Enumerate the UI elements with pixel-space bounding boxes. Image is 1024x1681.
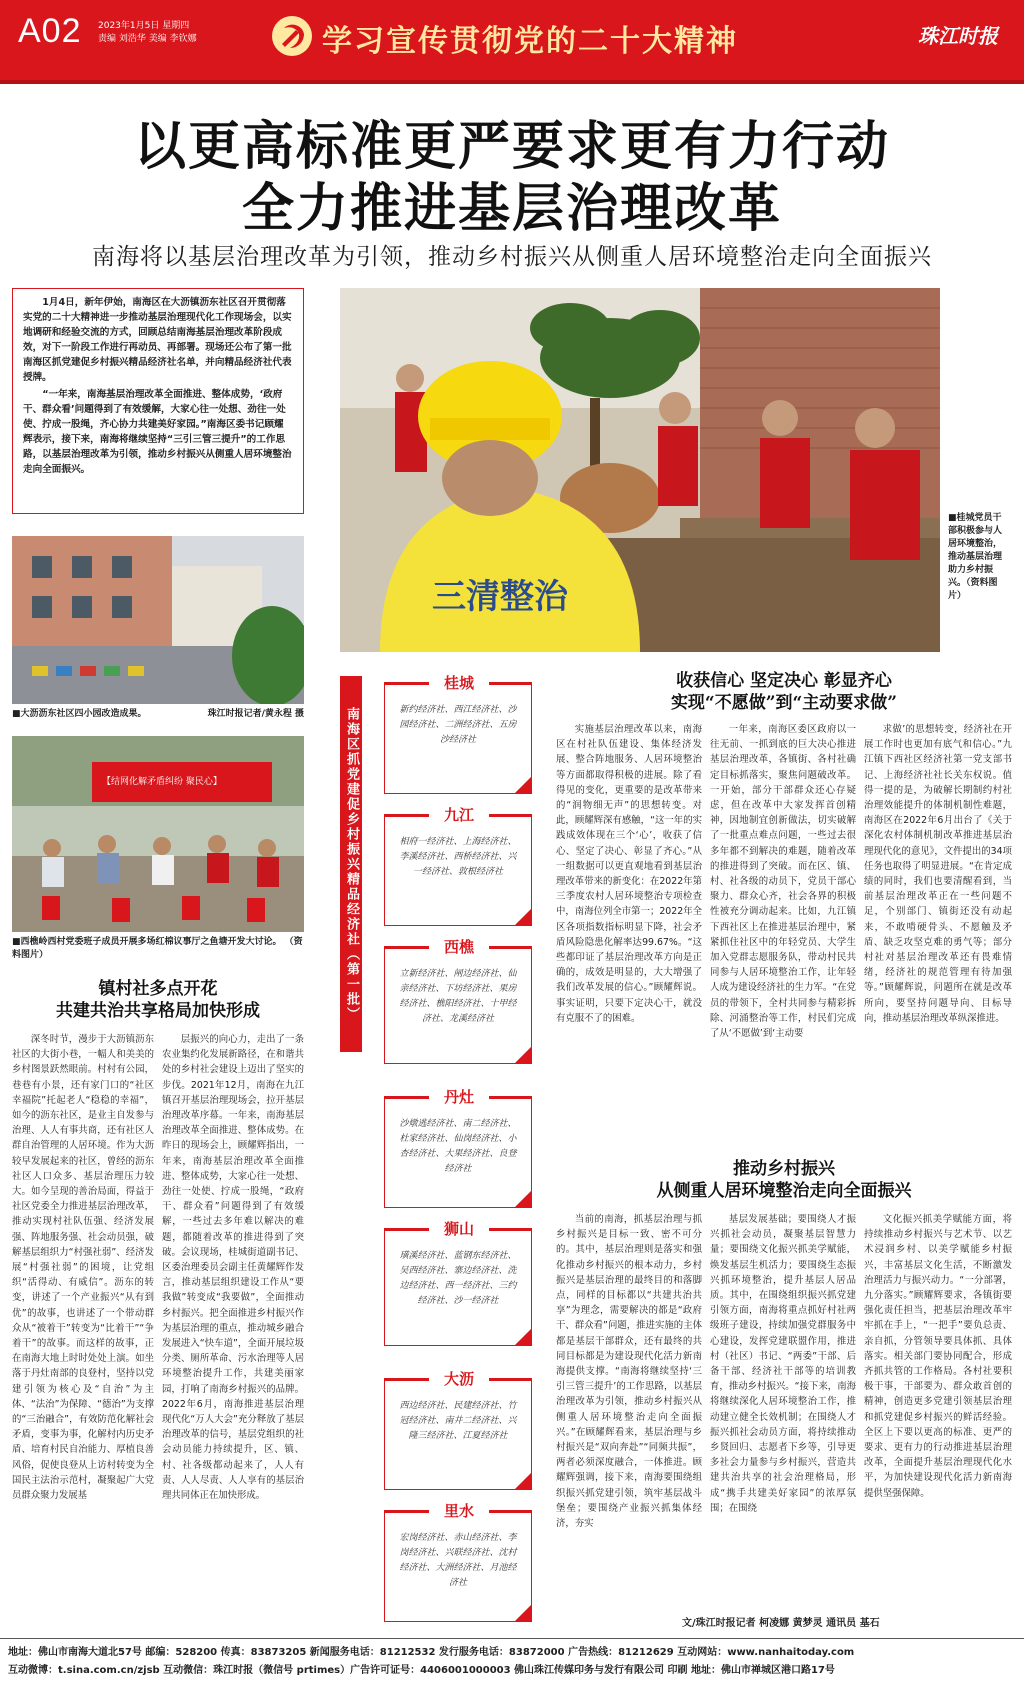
left-text-column-1 [12,1032,154,1608]
middle-section-heading-line-1: 收获信心 坚定决心 彰显齐心 [676,671,892,691]
editors: 责编 刘浩华 美编 李钦娜 [98,34,197,44]
middle-text-1: 实施基层治理改革以来，南海区在村社队伍建设、集体经济发展、整合阵地服务、人居环境整治等方面都取得积极的进展。除了看得见的变化，更重要的是改革带来的“润物细无声”的思想转变。对此，顾耀辉深有感触，“这一年的实践成效体现在三个‘心’，收获了信心、坚定了决心、彰显了齐心。”从一组数据可以更直观地看到基层治理改革带来的新变化：在2022年第三季度农村人居环境整治专项检查中，南海位列全市第一；2022年全区各项指数指标明显下降，社会矛盾风险隐患化解率达99.67%。“这些都印证了基层治理改革方向是正确的，成效是明显的，大大增强了我们改革发展的信心。”顾耀辉说。事实证明，只要下定决心干，就没有克服不了的困难。 [556,724,702,1024]
left-section-heading [12,978,304,1022]
lower-text-1: 当前的南海，抓基层治理与抓乡村振兴是目标一致、密不可分的。其中，基层治理则是落实和强化推动乡村振兴的根本动力，乡村振兴是基层治理的最终目的和落脚点，同样的目标都以“共建共治共享”为理念，需要解决的都是“政府干、群众看”问题，推进实施的主体都是基层干部群众，还有最终的共同目标都是为建设现代化活力新南海提供支撑。“南海将继续坚持‘三引三管三提升’的工作思路，以基层治理改革为引领，推动乡村振兴从侧重人居环境整治走向全面振兴。”在顾耀辉看来，基层治理与乡村振兴是“双向奔赴”“同频共振”，两者必须深度融合，一体推进。顾耀辉强调，接下来，南海要围绕组织振兴抓党建引领，筑牢基层战斗堡垒；要围绕产业振兴抓集体经济，夯实 [556,1214,702,1530]
meeting-photo-caption [12,936,304,962]
party-emblem-icon [270,14,314,58]
district-name: 九江 [429,803,489,827]
middle-text-2: 一年来，南海区委区政府以一往无前、一抓到底的巨大决心推进基层治理改革，各镇街、各村社确定目标抓落实，聚焦问题破改革。一开始，部分干部群众还心存疑虑，但在改革中大家发挥首创精神，因地制宜创新做法，切实破解了一批重点难点问题，一些过去很多年都不到解决的难题，随着改革的推进得到了突破。而在区、镇、村、社各级的动员下，党员干部心聚力、群众心齐，社会各界的积极性被充分调动起来。比如，九江镇下西社区上在推进基层治理中，紧紧抓住社区中的年轻党员、大学生加入党群志愿服务队，带动村民共同参与人居环境整治工作，让年轻人成为建设经济社的生力军。“在党员的带领下，全村共同参与精彩拆除、河涌整治等工作，村民们完成了从‘不愿做’到‘主动要 [710,724,856,1040]
main-photo [340,288,940,652]
lower-text-3: 文化振兴抓美学赋能方面，将持续推动乡村振兴与艺术节、以艺术浸润乡村、以美学赋能乡村振兴，丰富基层文化生活，不断激发治理活力与振兴动力。“一分部署，九分落实。”顾耀辉要求，各镇街要强化责任担当，把基层治理改革牢牢抓在手上，“一把手”要负总责、亲自抓，分管领导要具体抓、具体落实。相关部门要协同配合，形成齐抓共管的工作格局。各村社要积极干事，干部要为、群众敢首创的精神，创造更多党建引领基层治理和抓党建促乡村振兴的鲜活经验。全区上下要以更高的标准、更严的要求、更有力的行动推进基层治理改革，全面提升基层治理现代化水平，为加快建设现代化活力新南海提供坚强保障。 [864,1214,1012,1499]
footer-divider [0,1638,1024,1639]
middle-text-3: 求做’的思想转变，经济社在开展工作时也更加有底气和信心。”九江镇下西社区经济社第一党支部书记、上海经济社社长关东权说。值得一提的是，为破解长期制约村社治理效能提升的体制机制性难题，南海区在2022年6月出台了《关于深化农村体制机制改革推进基层治理现代化的意见》，文件提出的34项任务也取得了明显进展。“在肯定成绩的同时，我们也要清醒看到，当前基层治理改革正在一些问题不足，个别部门、镇街还没有动起来，不敢啃硬骨头、不愿触及矛盾、缺乏攻坚克难的勇气等；部分村社对基层治理改革还有畏难情绪，经济社的规范管理有待加强等。”顾耀辉说，问题所在就是改革所向，要坚持问题导向、目标导向，推动基层治理改革纵深推进。 [864,724,1012,1024]
middle-section-heading [556,670,1012,714]
park-photo-caption: ■大沥沥东社区四小园改造成果。 [12,709,147,719]
district-card-xiqiao [384,938,532,1064]
headline-line-1: 以更高标准更严要求更有力行动 [133,116,890,177]
district-name: 里水 [429,1499,489,1523]
lead-paragraph-1: 1月4日，新年伊始，南海区在大沥镇沥东社区召开贯彻落实党的二十大精神进一步推动基层治理现代化工作现场会，以实地调研和经验交流的方式，回顾总结南海基层治理改革阶段成效，对下一阶段工作进行再动员、再部署。现场还公布了第一批南海区抓党建促乡村振兴精品经济社名单，并向精品经济社代表授牌。 [23,297,292,383]
issue-date: 2023年1月5日 星期四 [98,21,190,31]
village-meeting-photo [12,736,304,932]
left-text-2: 层振兴的向心力，走出了一条农业集约化发展新路径，在和谐共处的乡村社会建设上迈出了坚实的步伐。2021年12月，南海在九江镇召开基层治理现场会，拉开基层治理改革序幕。一年来，南海基层治理改革全面推进、整体成势。在昨日的现场会上，顾耀辉指出，一年来，南海基层治理改革全面推进、整体成势，大家心往一处想、劲往一处使、拧成一股绳，“政府干、群众看”问题得到了有效缓解，一些过去多年难以解决的难题，都随着改革的推进得到了突破。会议现场，桂城街道副书记、区委治理委员会副主任黄耀辉作发言，推动基层组织建设工作从“要我做”转变成“我要做”，全面推动乡村振兴。把全面推进乡村振兴作为基层治理的重点，推动城乡融合发展进入“快车道”，全面开展垃圾分类、厕所革命、污水治理等人居环境整治提升工作，共建美丽家园，打响了南海乡村振兴的品牌。2022年6月，南海推进基层治理现代化“万人大会”充分释放了基层治理改革的信号，基层党组织的社会动员能力持续提升，区、镇、村、社各级都动起来了，人人有责、人人尽责、人人享有的基层治理共同体正在加快形成。 [162,1034,304,1502]
district-name: 丹灶 [429,1085,489,1109]
lower-text-2: 基层发展基础；要围绕人才振兴抓社会动员，凝聚基层智慧力量；要围绕文化振兴抓美学赋能，焕发基层生机活力；要围绕生态振兴抓环境整治，提升基层人居品质。其中，在围绕组织振兴抓党建引领方面，南海将重点抓好村社两级班子建设，持续加强党群服务中心建设，发挥党建联盟作用，推进村（社区）书记、“两委”干部、后备干部、经济社干部等的培训教育，推动乡村振兴。“接下来，南海将继续深化人居环境整治工作，推动建立健全长效机制；在围绕人才振兴抓社会动员方面，将持续推动乡贤回归、志愿者下乡等，引导更多社会力量参与乡村振兴，营造共建共治共享的社会治理格局，形成“携手共建美好家园”的浓厚氛围；在围绕 [710,1214,856,1514]
district-card-shishan [384,1220,532,1346]
paper-logo: 珠江时报 [918,24,998,48]
banner-title: 学习宣传贯彻党的二十大精神 [322,24,738,59]
card-corner-decoration [514,1328,532,1346]
district-list: 沙燉逃经济社、南二经济社、杜家经济社、仙岗经济社、小杏经济社、大果经济社、良登经济社 [399,1119,517,1174]
page-number: A02 [18,12,82,50]
district-list: 相府一经济社、上海经济社、李溪经济社、西桥经济社、兴一经济社、敦根经济社 [399,837,517,877]
district-name: 西樵 [429,935,489,959]
middle-section-heading-line-2: 实现“不愿做”到“主动要求做” [670,693,898,713]
subheadline: 南海将以基层治理改革为引领，推动乡村振兴从侧重人居环境整治走向全面振兴 [92,244,932,270]
lower-text-column-1 [556,1212,702,1608]
district-name: 狮山 [429,1217,489,1241]
district-card-danzao [384,1088,532,1208]
district-list: 宏岗经济社、赤山经济社、李岗经济社、兴联经济社、沈村经济社、大洲经济社、月池经济社 [399,1533,517,1588]
vest-slogan: 三清整治 [432,577,568,617]
district-list: 新约经济社、西江经济社、沙园经济社、二洲经济社、五房沙经济社 [399,705,517,745]
park-photo-credit: 珠江时报记者/黄永程 摄 [207,709,304,719]
district-card-dali [384,1370,532,1490]
footer-line-1: 地址：佛山市南海大道北57号 邮编：528200 传真：83873205 新闻服务电话：81212532 发行服务电话：83872000 广告热线：81212629 互动网站：www.nanhaitoday.com [8,1647,855,1658]
district-name: 大沥 [429,1367,489,1391]
middle-text-column-3 [864,722,1012,1124]
district-list: 西边经济社、民建经济社、竹冠经济社、南井二经济社、兴隆三经济社、江夏经济社 [399,1401,517,1441]
headline-line-2: 全力推进基层治理改革 [241,178,782,239]
lead-paragraph-box [12,288,304,514]
district-list: 璜溪经济社、蓝钢东经济社、吴西经济社、寨边经济社、洗边经济社、西一经济社、三约经济社、沙一经济社 [399,1251,517,1306]
left-section-heading-line-2: 共建共治共享格局加快形成 [56,1001,260,1021]
district-card-lishui [384,1502,532,1622]
card-corner-decoration [514,1046,532,1064]
meeting-photo-caption-text: ■西樵岭西村党委班子成员开展多场红棉议事厅之鱼塘开发大讨论。 [12,937,282,947]
lower-text-column-2 [710,1212,856,1608]
main-photo-caption: ■桂城党员干部积极参与人居环境整治，推动基层治理助力乡村振兴。（资料图片） [948,513,1003,601]
meeting-banner-text: 【结网化解矛盾纠纷 聚民心】 [102,777,222,787]
district-name: 桂城 [429,671,489,695]
card-corner-decoration [514,1604,532,1622]
left-text-column-2 [162,1032,304,1608]
district-list: 立新经济社、闸边经济社、仙亲经济社、下坊经济社、果房经济社、樵阳经济社、十甲经济社、龙溪经济社 [399,969,517,1024]
community-park-photo [12,536,304,704]
card-corner-decoration [514,1190,532,1208]
footer-line-2: 互动微博：t.sina.com.cn/zjsb 互动微信：珠江时报（微信号 prtimes）广告许可证号：4406001000003 佛山珠江传媒印务与发行有限公司 印刷 地址：佛山市禅城区港口路17号 [8,1665,835,1676]
middle-text-column-1 [556,722,702,1124]
district-card-jiujiang [384,806,532,926]
left-section-heading-line-1: 镇村社多点开花 [98,979,218,999]
card-corner-decoration [514,776,532,794]
meeting-photo-credit: （资料图片） [12,937,303,960]
card-corner-decoration [514,908,532,926]
byline: 文/珠江时报记者 柯凌娜 黄梦灵 通讯员 基石 [682,1618,880,1629]
lower-text-column-3 [864,1212,1012,1608]
middle-text-column-2 [710,722,856,1124]
card-corner-decoration [514,1472,532,1490]
lower-section-heading-line-1: 推动乡村振兴 [733,1159,835,1179]
lower-section-heading-line-2: 从侧重人居环境整治走向全面振兴 [656,1181,912,1201]
date-line [98,20,218,46]
left-text-1: 深冬时节，漫步于大沥镇沥东社区的大街小巷，一幅人和美美的乡村图景跃然眼前。村村有公园，巷巷有小景，还有家门口的“社区幸福院”托起老人“稳稳的幸福”，如今的沥东社区，是业主自发参与治理、人人有事共商，还有社区人群自治管理的人居环境。作为大沥较早发展起来的社区，曾经的沥东社区人口众多、基层治理压力较大。如今呈现的善治局面，得益于社区党委全力推进基层治理改革，推动实现村社队伍强、经济发展强、阵地服务强、社会动员强，破解基层组织力“村强社弱”、经济发展“村强社弱”的困境，让党组织“活得动、有威信”。沥东的转变，讲述了一个产业振兴“从有到优”的故事，也讲述了一个带动群众从“被着干”转变为“比着干”“争着干”的故事。而这样的故事，正在南海大地上时时处处上演。如坐落于丹灶南部的良登村，坚持以党建引领为核心及“自治”为主体、“法治”为保障、“德治”为支撑的“三治融合”，有效防范化解社会矛盾，变事为事，化解村内历史矛盾、培育村民自治能力、厚植良善风俗，促使良登从上访村转变为全国民主法治示范村，凝聚起广大党员群众聚力发展基 [12,1034,154,1502]
featured-cooperatives-banner: 南海区抓党建促乡村振兴精品经济社（第一批） [340,676,362,1052]
lower-section-heading [556,1158,1012,1202]
lead-paragraph-2: “一年来，南海基层治理改革全面推进、整体成势，‘政府干、群众看’问题得到了有效缓解，大家心往一处想、劲往一处使、拧成一股绳，齐心协力共建美好家园。”南海区委书记顾耀辉表示，接下来，南海将继续坚持“三引三管三提升”的工作思路，以基层治理改革为引领，推动乡村振兴从侧重人居环境整治走向全面振兴。 [23,389,292,475]
district-card-guicheng [384,674,532,794]
